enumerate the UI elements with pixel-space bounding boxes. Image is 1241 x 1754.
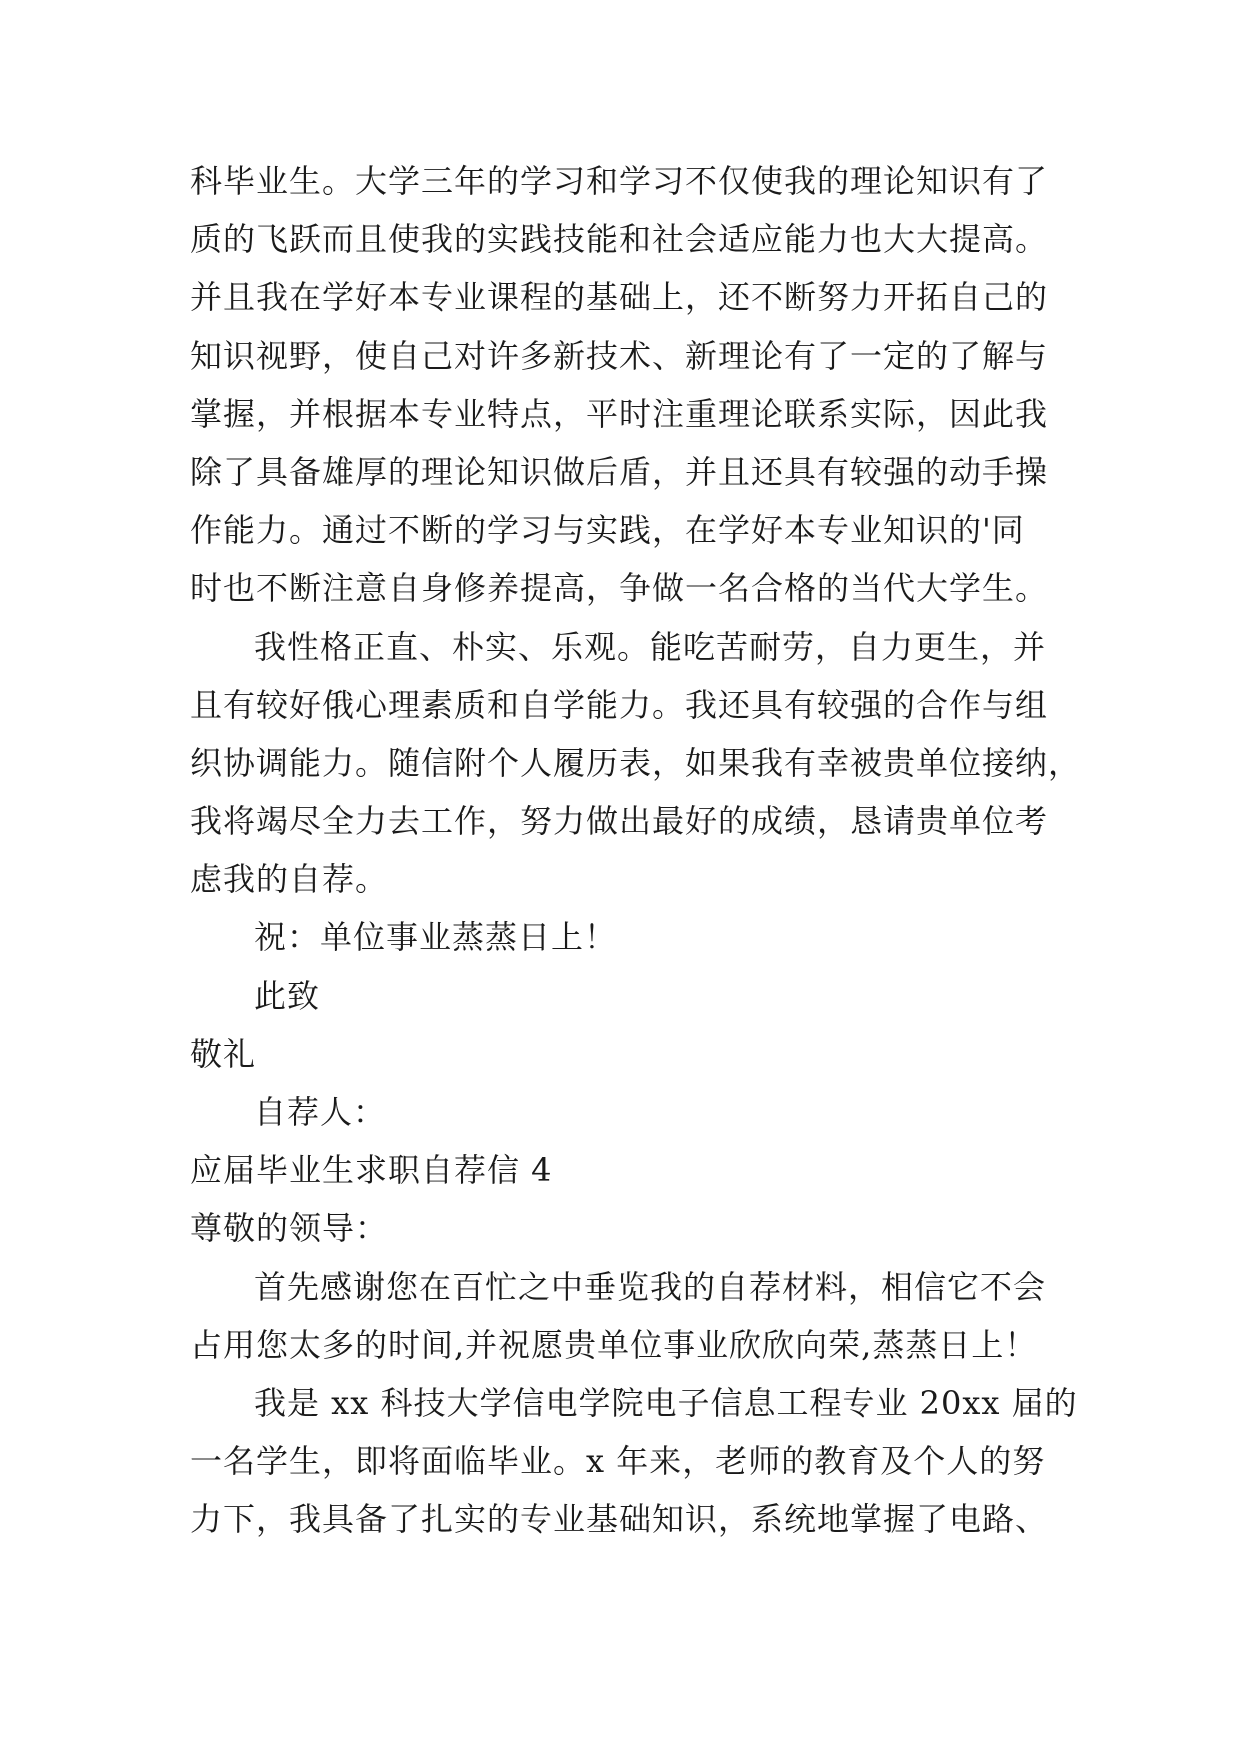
text-line: 祝：单位事业蒸蒸日上！	[254, 918, 618, 957]
text-line: 我是 xx 科技大学信电学院电子信息工程专业 20xx 届的	[254, 1383, 1078, 1422]
salutation: 尊敬的领导：	[190, 1209, 389, 1248]
text-line: 织协调能力。随信附个人履历表，如果我有幸被贵单位接纳，	[190, 743, 1082, 782]
text-line: 我将竭尽全力去工作，努力做出最好的成绩，恳请贵单位考	[190, 802, 1049, 841]
text-line: 且有较好俄心理素质和自学能力。我还具有较强的合作与组	[190, 685, 1049, 724]
text-line: 首先感谢您在百忙之中垂览我的自荐材料，相信它不会	[254, 1267, 1047, 1306]
text-line: 除了具备雄厚的理论知识做后盾，并且还具有较强的动手操	[190, 452, 1049, 491]
section-heading: 应届毕业生求职自荐信 4	[190, 1151, 553, 1190]
text-line: 我性格正直、朴实、乐观。能吃苦耐劳，自力更生，并	[254, 627, 1047, 666]
text-line: 力下，我具备了扎实的专业基础知识，系统地掌握了电路、	[190, 1500, 1049, 1539]
text-line: 时也不断注意自身修养提高，争做一名合格的当代大学生。	[190, 569, 1049, 608]
document-body	[190, 152, 1090, 1549]
text-line: 掌握，并根据本专业特点，平时注重理论联系实际，因此我	[190, 394, 1049, 433]
text-line: 并且我在学好本专业课程的基础上，还不断努力开拓自己的	[190, 278, 1049, 317]
text-line: 敬礼	[190, 1034, 257, 1073]
text-line: 虑我的自荐。	[190, 860, 389, 899]
text-line: 此致	[254, 976, 321, 1015]
text-line: 一名学生，即将面临毕业。x 年来，老师的教育及个人的努	[190, 1442, 1046, 1481]
text-line: 科毕业生。大学三年的学习和学习不仅使我的理论知识有了	[190, 162, 1049, 200]
text-line: 知识视野，使自己对许多新技术、新理论有了一定的了解与	[190, 336, 1049, 375]
text-line: 作能力。通过不断的学习与实践，在学好本专业知识的'同	[190, 511, 1025, 550]
text-line: 自荐人：	[254, 1093, 387, 1131]
text-line: 质的飞跃而且使我的实践技能和社会适应能力也大大提高。	[190, 220, 1049, 259]
text-line: 占用您太多的时间,并祝愿贵单位事业欣欣向荣,蒸蒸日上！	[190, 1325, 1038, 1364]
